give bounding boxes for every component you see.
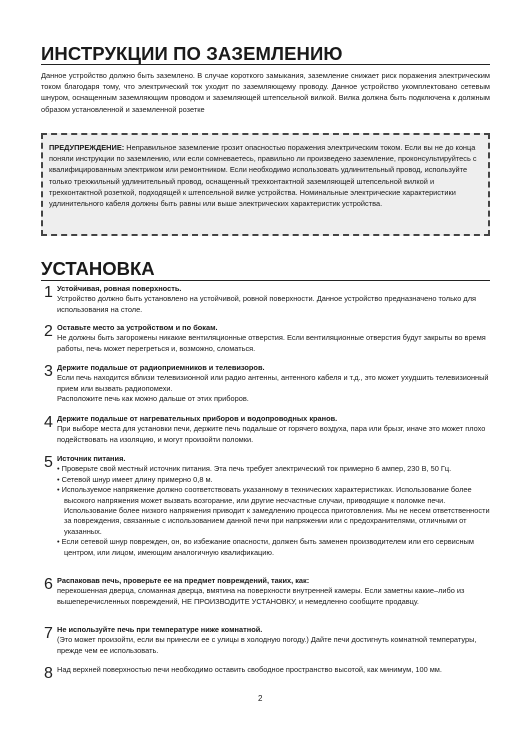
warning-text bbox=[49, 142, 482, 209]
step-body-extra: Расположите печь как можно дальше от этих приборов. bbox=[57, 394, 249, 404]
step-title: Оставьте место за устройством и по бокам. bbox=[57, 323, 218, 332]
installation-title: УСТАНОВКА bbox=[41, 258, 155, 279]
step-body: Над верхней поверхностью печи необходимо оставить свободное пространство высотой, как минимум, 100 мм. bbox=[57, 665, 442, 674]
page-number: 2 bbox=[258, 694, 263, 703]
step-number: 7 bbox=[44, 625, 53, 642]
step-number: 4 bbox=[44, 414, 53, 431]
step-number: 3 bbox=[44, 363, 53, 380]
step-body: При выборе места для установки печи, держите печь подальше от горячего воздуха, пара или брызг, иначе это может плохо подействовать на изоляцию, и могут произойти поломки. bbox=[57, 424, 486, 444]
warning-label: ПРЕДУПРЕЖДЕНИЕ: bbox=[49, 143, 125, 152]
step-title: Держите подальше от радиоприемников и телевизоров. bbox=[57, 363, 265, 372]
step-title: Держите подальше от нагревательных приборов и водопроводных кранов. bbox=[57, 414, 338, 423]
grounding-paragraph: Данное устройство должно быть заземлено. В случае короткого замыкания, заземление снижает риск поражения электрическим током благодаря тому, что электрический ток уходит по заземляющему проводу. Данное устройство укомплектовано сетевым шнуром, оснащенным заземляющим проводом и заземляющей штепсельной вилкой. Вилка должна быть подключена к должным образом установленной и заземленной розетке bbox=[41, 71, 490, 114]
step-bullet: • Проверьте свой местный источник питания. Эта печь требует электрический ток примерно 6 ампер, 230 В, 50 Гц. bbox=[57, 464, 452, 474]
step-body: (Это может произойти, если вы принесли ее с улицы в холодную погоду.) Дайте печи достигнуть комнатной температуры, прежде чем ее использовать. bbox=[57, 635, 477, 655]
grounding-title: ИНСТРУКЦИИ ПО ЗАЗЕМЛЕНИЮ bbox=[41, 43, 343, 64]
step-bullet: • Используемое напряжение должно соответствовать указанному в технических характеристиках. Использование более высокого напряжения может вызвать возгорание, или другие несчастные случаи, приводящие к поломке печи. Использование более низкого напряжения приводит к замедлению процесса приготовления. Мы не несем ответственности за повреждения, связанные с использованием данной печи при напряжении или с предохранителями, отличными от указанных. bbox=[57, 485, 490, 536]
step-body: Устройство должно быть установлено на устойчивой, ровной поверхности. Данное устройство предназначено только для использования на столе. bbox=[57, 294, 477, 314]
step-number: 1 bbox=[44, 284, 53, 301]
step-title: Распаковав печь, проверьте ее на предмет повреждений, таких, как: bbox=[57, 576, 310, 585]
step-body: перекошенная дверца, сломанная дверца, вмятина на поверхности внутренней камеры. Если заметны какие–либо из вышеперечисленных повреждений, НЕ ПРОИЗВОДИТЕ УСТАНОВКУ, и немедленно сообщите продавцу. bbox=[57, 586, 465, 606]
step-number: 8 bbox=[44, 665, 53, 682]
installation-title-rule bbox=[41, 280, 490, 281]
warning-box bbox=[41, 133, 490, 236]
step-title: Устойчивая, ровная поверхность. bbox=[57, 284, 182, 293]
grounding-title-rule bbox=[41, 64, 490, 65]
step-title: Не используйте печь при температуре ниже комнатной. bbox=[57, 625, 263, 634]
step-number: 2 bbox=[44, 323, 53, 340]
step-title: Источник питания. bbox=[57, 454, 126, 463]
step-body: Если печь находится вблизи телевизионной или радио антенны, антенного кабеля и т.д., это может ухудшить телевизионный прием или вызвать радиопомехи. bbox=[57, 373, 489, 393]
warning-body: Неправильное заземление грозит опасностью поражения электрическим током. Если вы не до конца поняли инструкции по заземлению, или если сомневаетесь, правильно ли произведено заземление, проконсультируйтесь с квалифицированным электриком или ремонтником. Если необходимо использовать удлинительный провод, используйте только трехжильный удлинительный провод, оснащенный трехконтактной заземляющей штепсельной вилкой и трехконтактной розеткой, подходящей к штепсельной вилке устройства. Номинальные электрические характеристики удлинительного кабеля должны быть равны или выше электрических характеристик устройства. bbox=[49, 143, 477, 209]
step-body: Не должны быть загорожены никакие вентиляционные отверстия. Если вентиляционные отверстия будут закрыты во время работы, печь может перегреться и, возможно, сломаться. bbox=[57, 333, 486, 353]
step-bullet: • Если сетевой шнур поврежден, он, во избежание опасности, должен быть заменен производителем или его сервисным центром, или лицом, имеющим аналогичную квалификацию. bbox=[57, 537, 474, 557]
step-number: 5 bbox=[44, 454, 53, 471]
step-number: 6 bbox=[44, 576, 53, 593]
step-bullet: • Сетевой шнур имеет длину примерно 0,8 м. bbox=[57, 474, 213, 484]
